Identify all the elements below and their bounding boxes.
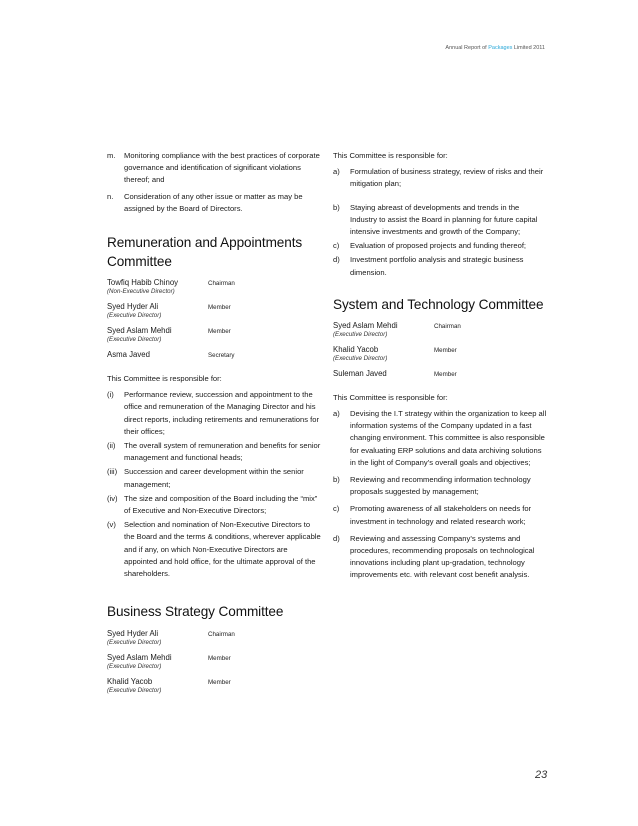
list-marker: a) [333,167,340,177]
remuneration-responsibility-intro: This Committee is responsible for: [107,374,222,384]
member-note: (Executive Director) [107,312,162,320]
member-note: (Non-Executive Director) [107,288,175,296]
member-role: Chairman [434,322,461,330]
member-name: Syed Hyder Ali [107,302,159,312]
member-note: (Executive Director) [107,336,162,344]
list-marker: (iii) [107,467,118,477]
member-row [107,629,321,647]
list-item [107,440,321,464]
member-name: Suleman Javed [333,368,387,378]
member-row [107,677,321,695]
member-role: Chairman [208,631,235,639]
technology-responsibilities [333,408,547,582]
member-role: Member [208,655,231,663]
left-column [107,150,321,695]
member-row [107,350,321,361]
member-row [333,345,547,363]
member-row [333,321,547,339]
member-name: Khalid Yacob [107,677,153,687]
list-item [333,202,547,239]
member-name: Syed Aslam Mehdi [107,653,172,663]
list-text: Succession and career development within the senior management; [124,467,304,489]
list-item [333,240,547,252]
page-number: 23 [535,769,548,781]
remuneration-members [107,278,321,361]
member-role: Chairman [208,280,235,288]
header-company: Packages [488,45,513,51]
list-marker: d) [333,533,340,543]
member-note: (Executive Director) [333,330,388,338]
right-column [333,150,547,584]
header-prefix: Annual Report of [445,45,489,51]
member-row [107,326,321,344]
list-marker: m. [107,151,116,160]
member-name: Syed Aslam Mehdi [333,320,398,330]
list-item [107,466,321,490]
list-marker: c) [333,504,340,514]
header-suffix: Limited 2011 [512,45,545,51]
member-role: Secretary [208,352,235,360]
business-responsibility-intro: This Committee is responsible for: [333,151,448,160]
member-role: Member [208,679,231,687]
list-item [333,474,547,498]
member-row [107,278,321,296]
business-strategy-heading: Business Strategy Committee [107,604,284,620]
list-marker: b) [333,475,340,485]
member-role: Member [434,370,457,378]
member-note: (Executive Director) [107,687,162,695]
list-item [333,503,547,527]
member-name: Syed Aslam Mehdi [107,326,172,336]
list-text: Consideration of any other issue or matter as may be assigned by the Board of Directors. [124,191,303,213]
member-name: Syed Hyder Ali [107,629,159,639]
governance-list-continued [107,150,321,215]
list-text: Promoting awareness of all stakeholders on needs for investment in technology and related research work; [350,504,532,526]
member-row [107,653,321,671]
list-item [333,166,547,190]
list-marker: (ii) [107,441,116,451]
list-text: Investment portfolio analysis and strategic business dimension. [350,255,524,277]
list-marker: d) [333,255,340,265]
list-marker: (i) [107,390,114,400]
list-item [107,493,321,517]
list-item [107,191,321,215]
member-role: Member [208,328,231,336]
list-text: Evaluation of proposed projects and funding thereof; [350,241,527,251]
technology-heading: System and Technology Committee [333,296,544,312]
list-item [333,533,547,582]
member-row [333,369,547,380]
list-text: The size and composition of the Board including the “mix” of Executive and Non-Executive Directors; [124,493,318,516]
member-name: Asma Javed [107,350,150,360]
list-text: Monitoring compliance with the best practices of corporate governance and identification of significant violations thereof; and [124,151,320,185]
list-text: The overall system of remuneration and benefits for senior management and functional heads; [124,441,321,463]
list-marker: c) [333,241,340,251]
list-text: Selection and nomination of Non-Executive Directors to the Board and the terms & conditions, wherever applicable and if any, on which Non-Executive Directors are appointed and hold office, for the ultimate approval of the shareholders. [124,520,321,579]
list-marker: (iv) [107,493,118,503]
list-marker: a) [333,409,340,419]
list-marker: (v) [107,520,116,530]
business-strategy-members [107,629,321,695]
list-text: Formulation of business strategy, review of risks and their mitigation plan; [350,167,544,189]
list-item [107,150,321,187]
list-marker: n. [107,191,114,201]
list-item [107,519,321,580]
list-text: Staying abreast of developments and trends in the Industry to assist the Board in planning for future capital intensive investments and growth of the Company; [350,202,538,237]
member-note: (Executive Director) [107,639,162,647]
member-note: (Executive Director) [107,663,162,671]
list-item [107,389,321,438]
member-name: Towfiq Habib Chinoy [107,278,179,288]
running-header [445,45,545,51]
member-role: Member [208,304,231,312]
list-item [333,408,547,469]
list-marker: b) [333,202,340,212]
list-item [333,254,547,278]
list-text: Reviewing and assessing Company’s systems and procedures, recommending proposals on technological innovations including plant up-gradation, technology improvements etc. with relevant cost benefit analysis. [350,533,535,580]
member-name: Khalid Yacob [333,344,379,354]
list-text: Devising the I.T strategy within the organization to keep all information systems of the Company updated in a fast changing environment. This committee is also responsible for evaluating ERP solutions and data archiving solutions in the light of Company’s overall goals and objectives; [350,409,547,467]
technology-members [333,321,547,380]
technology-responsibility-intro: This Committee is responsible for: [333,392,448,402]
member-note: (Executive Director) [333,354,388,362]
list-text: Reviewing and recommending information technology proposals suggested by management; [350,475,531,497]
remuneration-heading: Remuneration and Appointments Committee [107,235,303,270]
member-row [107,302,321,320]
member-role: Member [434,346,457,354]
business-responsibilities [333,166,547,279]
remuneration-responsibilities [107,389,321,580]
list-text: Performance review, succession and appointment to the office and remuneration of the Managing Director and his direct reports, including retirements and remunerations for their offices; [124,390,319,436]
